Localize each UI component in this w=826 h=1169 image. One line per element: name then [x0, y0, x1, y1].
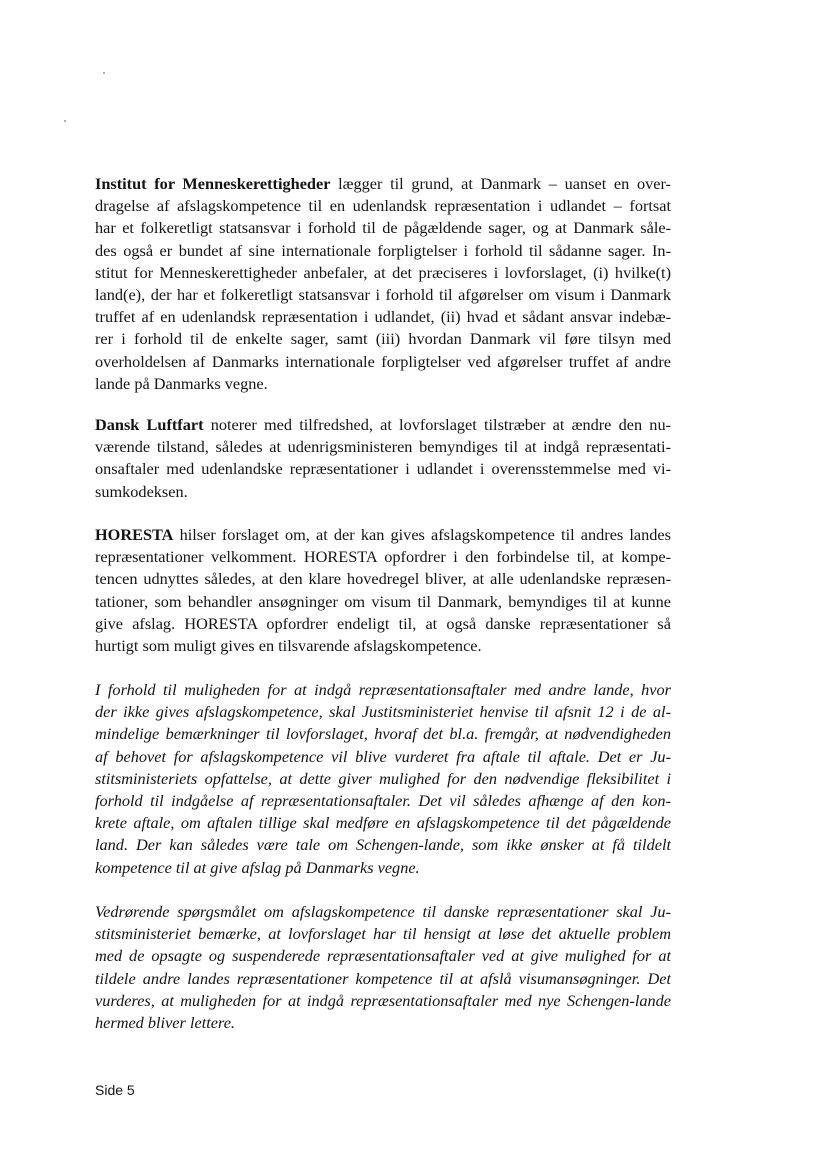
paragraph-line: lægger til grund, at Danmark – uanset en over- [330, 174, 671, 193]
paragraph-line: stitut for Menneskerettigheder anbefaler, at det præciseres i lovforslaget, (i) hvilke(t) [95, 262, 671, 282]
organization-name: Institut for Menneskerettigheder [95, 174, 331, 193]
paragraph-line: hermed bliver lettere. [95, 1012, 235, 1032]
paragraph-line: vurderes, at muligheden for at indgå repræsentationsaftaler med nye Schengen-lande [95, 990, 671, 1010]
paragraph-dansk-luftfart [95, 414, 671, 503]
paragraph-line: forhold til indgåelse af repræsentationsaftaler. Det vil således afhænge af den kon- [95, 790, 671, 810]
paragraph-line: repræsentationer velkomment. HORESTA opfordrer i den forbindelse til, at kompe- [95, 547, 671, 567]
paragraph-institut [95, 173, 671, 395]
paragraph-line: truffet af en udenlandsk repræsentation i udlandet, (ii) hvad et sådant ansvar indebæ- [95, 307, 671, 327]
paragraph-line: overholdelsen af Danmarks internationale forpligtelser ved afgørelser truffet af andre [95, 351, 671, 371]
scan-speck [64, 120, 66, 122]
paragraph-line: krete aftale, om aftalen tillige skal medføre en afslagskompetence til det pågældende [95, 813, 671, 833]
paragraph-line: I forhold til muligheden for at indgå repræsentationsaftaler med andre lande, hvor [95, 680, 671, 699]
paragraph-ministry-response-1 [95, 679, 671, 879]
paragraph-line: Vedrørende spørgsmålet om afslagskompetence til danske repræsentationer skal Ju- [95, 902, 671, 921]
paragraph-line: værende tilstand, således at udenrigsministeren bemyndiges til at indgå repræsentati- [95, 437, 671, 457]
paragraph-line: af behovet for afslagskompetence vil blive vurderet fra aftale til aftale. Det er Ju- [95, 746, 671, 766]
paragraph-line: der ikke gives afslagskompetence, skal Justitsministeriet henvise til afsnit 12 i de al- [95, 702, 671, 722]
paragraph-line: tationer, som behandler ansøgninger om visum til Danmark, bemyndiges til at kunne [95, 591, 671, 611]
page-number: Side 5 [95, 1082, 135, 1098]
organization-name: HORESTA [95, 525, 174, 544]
paragraph-line: sumkodeksen. [95, 481, 188, 501]
paragraph-line: hilser forslaget om, at der kan gives afslagskompetence til andres landes [173, 525, 671, 544]
paragraph-line: stitsministeriets opfattelse, at dette giver mulighed for den nødvendige fleksibilitet i [95, 768, 671, 788]
paragraph-line: land(e), der har et folkeretligt statsansvar i forhold til afgørelser om visum i Danmark [95, 284, 671, 304]
paragraph-line: lande på Danmarks vegne. [95, 373, 268, 393]
paragraph-line: tildele andre landes repræsentationer kompetence til at afslå visumansøgninger. Det [95, 968, 671, 988]
paragraph-line: kompetence til at give afslag på Danmarks vegne. [95, 857, 420, 877]
paragraph-line: mindelige bemærkninger til lovforslaget, hvoraf det bl.a. fremgår, at nødvendigheden [95, 724, 671, 744]
paragraph-line: hurtigt som muligt gives en tilsvarende afslagskompetence. [95, 635, 482, 655]
paragraph-line: onsaftaler med udenlandske repræsentationer i udlandet i overensstemmelse med vi- [95, 459, 671, 479]
scan-speck [103, 72, 105, 74]
paragraph-line: give afslag. HORESTA opfordrer endeligt til, at også danske repræsentationer så [95, 613, 671, 633]
paragraph-horesta [95, 524, 671, 657]
paragraph-line: har et folkeretligt statsansvar i forhold til de pågældende sager, og at Danmark såle- [95, 218, 671, 238]
organization-name: Dansk Luftfart [95, 415, 204, 434]
paragraph-line: med de opsagte og suspenderede repræsentationsaftaler ved at give mulighed for at [95, 946, 671, 966]
paragraph-line: des også er bundet af sine internationale forpligtelser i forhold til sådanne sager. In- [95, 240, 671, 260]
paragraph-line: tencen udnyttes således, at den klare hovedregel bliver, at alle udenlandske repræsen- [95, 569, 671, 589]
paragraph-line: land. Der kan således være tale om Schengen-lande, som ikke ønsker at få tildelt [95, 835, 671, 855]
paragraph-ministry-response-2 [95, 901, 671, 1034]
paragraph-line: dragelse af afslagskompetence til en udenlandsk repræsentation i udlandet – fortsat [95, 196, 671, 216]
paragraph-line: noterer med tilfredshed, at lovforslaget tilstræber at ændre den nu- [203, 415, 671, 434]
paragraph-line: rer i forhold til de enkelte sager, samt (iii) hvordan Danmark vil føre tilsyn med [95, 329, 671, 349]
paragraph-line: stitsministeriet bemærke, at lovforslaget har til hensigt at løse det aktuelle problem [95, 924, 671, 944]
